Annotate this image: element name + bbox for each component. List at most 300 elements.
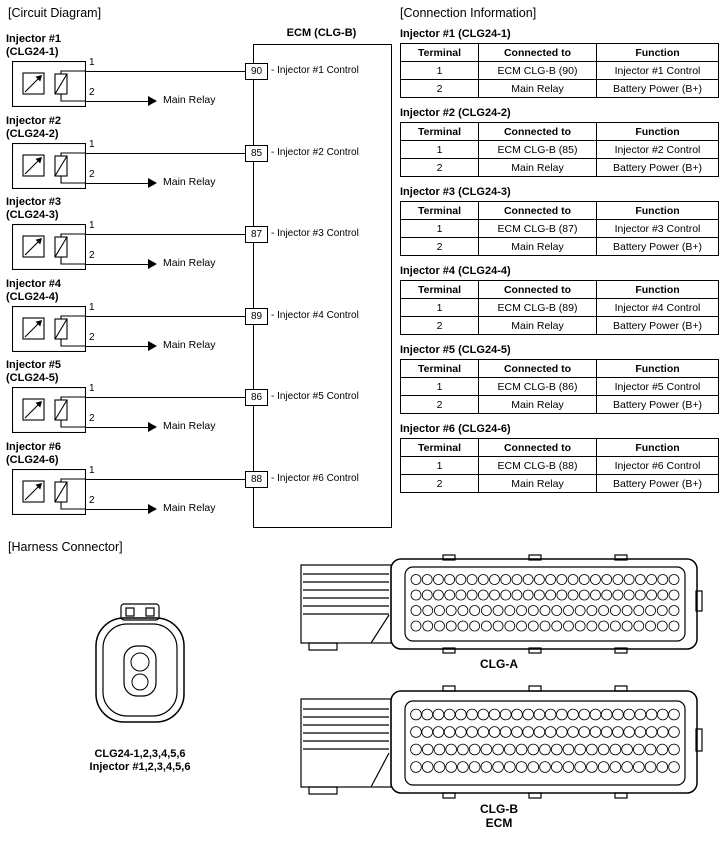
cell-connected-to: ECM CLG-B (87) [479,220,597,238]
injector-symbol-icon [12,387,86,433]
pin-circle [647,575,657,585]
pin-circle [493,762,504,773]
pin-circle [610,744,621,755]
cell-terminal: 1 [401,378,479,396]
connection-table [400,43,719,98]
cell-connected-to: ECM CLG-B (89) [479,299,597,317]
pin-circle [587,621,597,631]
pin-circle [469,744,480,755]
pin-circle [598,762,609,773]
ecm-pin-number: 90 [245,63,268,80]
ecm-pin-function: - Injector #2 Control [271,146,359,158]
pin-circle [556,727,567,738]
clg24-connector-drawing [88,598,192,746]
cell-function: Battery Power (B+) [597,159,719,177]
pin-circle [635,727,646,738]
ecm-pin-number: 85 [245,145,268,162]
pin-circle [540,621,550,631]
pin-circle [669,606,679,616]
table-row [401,396,719,414]
pin-circle [669,727,680,738]
pin-circle [446,621,456,631]
cell-terminal: 1 [401,62,479,80]
pin-circle [489,727,500,738]
injector-connector-name: (CLG24-1) [6,46,59,58]
clg-a-connector-drawing [293,553,705,655]
cell-terminal: 2 [401,238,479,256]
pin-circle [551,762,562,773]
pin-circle [446,762,457,773]
main-relay-label: Main Relay [163,94,216,106]
col-header-terminal: Terminal [401,439,479,457]
terminal-1-label: 1 [89,383,95,394]
pin-circle [411,590,421,600]
terminal-2-label: 2 [89,494,95,506]
pin-circle [575,744,586,755]
pin-circle [540,762,551,773]
pin-circle [422,727,433,738]
wire-to-ecm [86,153,246,154]
pin-circle [528,744,539,755]
pin-circle [434,606,444,616]
pin-circle [635,709,646,720]
pin-circle [433,727,444,738]
harness-caption-line1: CLG24-1,2,3,4,5,6 [94,748,186,760]
table-row [401,62,719,80]
pin-circle [613,709,624,720]
connection-table-block [400,186,718,256]
cell-function: Injector #1 Control [597,62,719,80]
cell-function: Battery Power (B+) [597,396,719,414]
injector-circuit-row [0,33,400,115]
pin-circle [646,621,656,631]
pin-circle [669,744,680,755]
col-header-function: Function [597,439,719,457]
pin-circle [478,709,489,720]
pin-circle [455,727,466,738]
pin-circle [501,575,511,585]
cell-terminal: 2 [401,475,479,493]
pin-circle [433,575,443,585]
pin-circle [568,575,578,585]
clg-b-label: CLG-B [480,802,518,816]
connection-table-block [400,107,718,177]
injector-name: Injector #5 [6,359,62,371]
pin-circle [590,575,600,585]
pin-circle [601,709,612,720]
pin-circle [504,762,515,773]
pin-circle [635,575,645,585]
pin-circle [467,575,477,585]
pin-circle [579,709,590,720]
table-row [401,141,719,159]
col-header-terminal: Terminal [401,360,479,378]
pin-circle [534,709,545,720]
table-row [401,80,719,98]
main-relay-label: Main Relay [163,257,216,269]
harness-connector-section-title: [Harness Connector] [8,540,123,554]
pin-circle [613,575,623,585]
clg-a-pin-field [411,575,679,632]
cell-connected-to: ECM CLG-B (86) [479,378,597,396]
pin-circle [411,575,421,585]
col-header-connected-to: Connected to [479,44,597,62]
pin-circle [528,606,538,616]
pin-circle [500,709,511,720]
cell-function: Injector #5 Control [597,378,719,396]
main-relay-label: Main Relay [163,501,216,514]
pin-circle [657,606,667,616]
pin-circle [517,606,527,616]
table-row [401,457,719,475]
pin-circle [422,709,433,720]
pin-circle [411,762,422,773]
col-header-function: Function [597,202,719,220]
pin-circle [557,590,567,600]
injector-symbol-icon [12,143,86,189]
col-header-terminal: Terminal [401,281,479,299]
col-header-connected-to: Connected to [479,281,597,299]
pin-circle [563,606,573,616]
wire-to-relay [86,427,148,428]
terminal-2-label: 2 [89,331,95,343]
main-relay-label: Main Relay [163,420,216,432]
cell-connected-to: Main Relay [479,80,597,98]
cell-connected-to: Main Relay [479,159,597,177]
pin-circle [505,621,515,631]
cell-function: Battery Power (B+) [597,317,719,335]
col-header-function: Function [597,44,719,62]
cell-function: Battery Power (B+) [597,80,719,98]
pin-circle [446,606,456,616]
pin-circle [528,762,539,773]
ecm-pin-number: 88 [245,471,268,488]
col-header-connected-to: Connected to [479,439,597,457]
pin-circle [579,590,589,600]
pin-circle [646,606,656,616]
injector-name: Injector #3 [6,196,62,208]
clg-a-label: CLG-A [480,657,518,671]
pin-circle [634,606,644,616]
col-header-connected-to: Connected to [479,202,597,220]
pin-circle [563,744,574,755]
pin-circle [512,727,523,738]
pin-circle [490,575,500,585]
wire-to-relay [86,509,148,510]
connection-table [400,201,719,256]
connection-table-title: Injector #2 (CLG24-2) [400,107,511,119]
terminal-1-label: 1 [89,464,95,476]
pin-circle [512,590,522,600]
col-header-terminal: Terminal [401,44,479,62]
pin-circle [434,762,445,773]
connection-table-title: Injector #3 (CLG24-3) [400,186,511,198]
pin-circle [534,727,545,738]
wire-to-relay [86,346,148,347]
pin-circle [587,744,598,755]
pin-circle [411,727,422,738]
pin-circle [624,575,634,585]
cell-terminal: 1 [401,220,479,238]
injector-circuit-row [0,278,400,360]
pin-circle [481,744,492,755]
pin-circle [478,590,488,600]
wire-to-relay [86,183,148,184]
arrow-right-icon [148,341,157,351]
pin-circle [613,727,624,738]
injector-connector-name: (CLG24-6) [6,453,59,466]
terminal-1-label: 1 [89,138,95,150]
connection-info-section-title: [Connection Information] [400,6,537,20]
wire-to-ecm [86,234,246,235]
cell-function: Battery Power (B+) [597,475,719,493]
pin-circle [669,709,680,720]
pin-circle [575,621,585,631]
pin-circle [481,621,491,631]
table-row [401,475,719,493]
pin-circle [422,575,432,585]
cell-function: Injector #4 Control [597,299,719,317]
connection-table [400,122,719,177]
pin-circle [467,590,477,600]
pin-circle [575,606,585,616]
pin-circle [523,590,533,600]
pin-circle [552,606,562,616]
pin-circle [622,606,632,616]
pin-circle [657,762,668,773]
wire-to-ecm [86,479,246,480]
pin-circle [669,621,679,631]
connection-table-block [400,265,718,335]
pin-circle [669,575,679,585]
injector-circuit-row [0,115,400,197]
terminal-2-label: 2 [89,413,95,424]
cell-terminal: 1 [401,141,479,159]
pin-circle [456,575,466,585]
cell-connected-to: Main Relay [479,396,597,414]
col-header-function: Function [597,123,719,141]
pin-circle [489,709,500,720]
main-relay-label: Main Relay [163,175,216,188]
cell-connected-to: Main Relay [479,475,597,493]
terminal-1-label: 1 [89,57,95,68]
cell-connected-to: Main Relay [479,317,597,335]
wire-to-relay [86,101,148,102]
pin-circle [516,744,527,755]
pin-circle [478,575,488,585]
pin-circle [610,762,621,773]
connection-tables [400,28,718,493]
table-row [401,159,719,177]
wire-to-ecm [86,316,246,317]
terminal-2-label: 2 [89,168,95,180]
wire-to-ecm [86,397,246,398]
pin-circle [540,606,550,616]
pin-circle [433,709,444,720]
clg-b-pin-field [411,709,680,772]
pin-circle [481,762,492,773]
arrow-right-icon [148,259,157,269]
pin-circle [512,709,523,720]
pin-circle [568,709,579,720]
table-header-row [401,44,719,62]
connection-table [400,359,719,414]
ecm-pin-number: 86 [245,389,268,406]
pin-circle [645,762,656,773]
injector-circuit-row [0,196,400,278]
pin-circle [505,606,515,616]
pin-circle [551,744,562,755]
pin-circle [490,590,500,600]
cell-function: Injector #2 Control [597,141,719,159]
pin-circle [657,621,667,631]
pin-circle [590,590,600,600]
pin-circle [658,590,668,600]
injector-connector-name: (CLG24-4) [6,290,59,303]
col-header-function: Function [597,281,719,299]
terminal-1-label: 1 [89,301,95,313]
injector-symbol-icon [12,306,86,352]
table-row [401,238,719,256]
pin-circle [534,590,544,600]
cell-terminal: 2 [401,396,479,414]
pin-circle [601,727,612,738]
pin-circle [470,621,480,631]
cell-connected-to: ECM CLG-B (88) [479,457,597,475]
pin-circle [444,709,455,720]
pin-circle [657,709,668,720]
wire-to-relay [86,264,148,265]
cell-connected-to: ECM CLG-B (85) [479,141,597,159]
pin-circle [458,621,468,631]
ecm-pin-function: - Injector #5 Control [271,391,359,402]
cell-terminal: 1 [401,457,479,475]
pin-circle [646,727,657,738]
pin-circle [411,744,422,755]
arrow-right-icon [148,96,157,106]
cell-connected-to: Main Relay [479,238,597,256]
cell-terminal: 2 [401,317,479,335]
arrow-right-icon [148,422,157,432]
injector-symbol-icon [12,61,86,107]
injector-circuit-row [0,359,400,441]
cell-function: Battery Power (B+) [597,238,719,256]
injector-circuit-row [0,441,400,523]
arrow-right-icon [148,178,157,188]
clg-b-connector-drawing [293,683,705,801]
main-relay-label: Main Relay [163,338,216,351]
ecm-pin-number: 87 [245,226,268,243]
pin-circle [552,621,562,631]
pin-circle [523,709,534,720]
injector-name: Injector #6 [6,440,62,453]
connection-info-panel [400,6,718,502]
table-header-row [401,439,719,457]
pin-circle [467,709,478,720]
cell-function: Injector #3 Control [597,220,719,238]
pin-circle [411,606,421,616]
harness-caption-line2: Injector #1,2,3,4,5,6 [89,761,191,773]
pin-circle [602,575,612,585]
pin-circle [493,621,503,631]
pin-circle [455,709,466,720]
pin-circle [610,606,620,616]
circuit-diagram-section-title: [Circuit Diagram] [8,6,102,20]
col-header-connected-to: Connected to [479,123,597,141]
pin-circle [669,762,680,773]
injector-connector-name: (CLG24-5) [6,372,59,384]
terminal-1-label: 1 [89,220,95,231]
pin-circle [546,575,556,585]
pin-circle [411,709,422,720]
pin-circle [579,575,589,585]
pin-circle [445,590,455,600]
table-header-row [401,202,719,220]
connection-table-title: Injector #1 (CLG24-1) [400,28,511,40]
pin-circle [545,727,556,738]
connection-table [400,438,719,493]
pin-circle [445,575,455,585]
pin-circle [646,709,657,720]
pin-circle [478,727,489,738]
pin-circle [622,621,632,631]
cell-function: Injector #6 Control [597,457,719,475]
pin-circle [669,590,679,600]
col-header-function: Function [597,360,719,378]
terminal-2-label: 2 [89,87,95,98]
pin-circle [434,621,444,631]
pin-circle [613,590,623,600]
harness-connector-caption [50,748,230,774]
pin-circle [598,744,609,755]
pin-circle [512,575,522,585]
pin-circle [624,727,635,738]
injector-name: Injector #1 [6,33,62,45]
injector-symbol-icon [12,224,86,270]
pin-circle [467,727,478,738]
pin-circle [657,744,668,755]
table-header-row [401,281,719,299]
col-header-terminal: Terminal [401,123,479,141]
pin-circle [540,744,551,755]
pin-circle [422,762,433,773]
table-row [401,378,719,396]
pin-circle [590,727,601,738]
pin-circle [422,744,433,755]
pin-1-label: 1 [137,657,143,668]
col-header-terminal: Terminal [401,202,479,220]
pin-circle [523,727,534,738]
pin-circle [433,590,443,600]
pin-circle [599,606,609,616]
pin-circle [563,762,574,773]
pin-circle [534,575,544,585]
pin-circle [458,606,468,616]
table-row [401,299,719,317]
ecm-pin-number: 89 [245,308,268,325]
table-header-row [401,123,719,141]
terminal-2-label: 2 [89,250,95,261]
pin-circle [493,744,504,755]
ecm-title: ECM (CLG-B) [286,27,357,39]
pin-circle [501,590,511,600]
pin-circle [528,621,538,631]
col-header-connected-to: Connected to [479,360,597,378]
ecm-pin-function: - Injector #4 Control [271,309,359,321]
pin-circle [563,621,573,631]
injector-name: Injector #4 [6,277,62,290]
pin-circle [634,621,644,631]
